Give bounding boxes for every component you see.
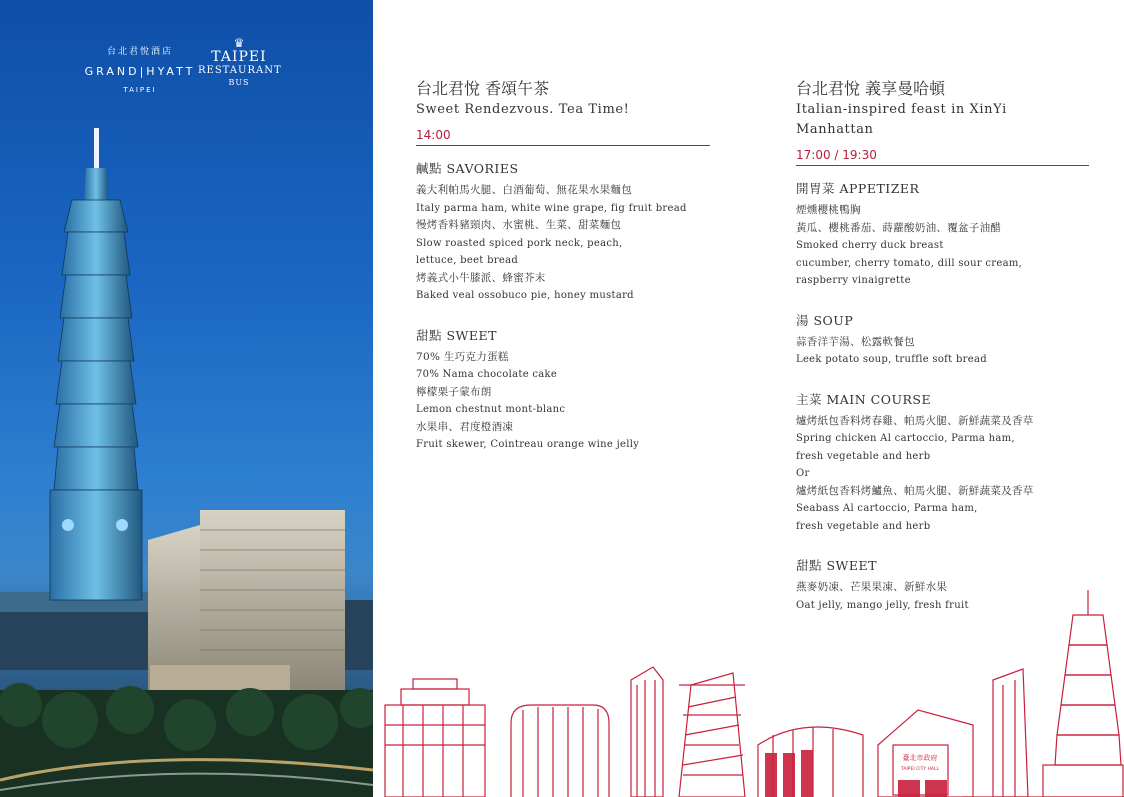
menu-line: Italy parma ham, white wine grape, fig fruit bread xyxy=(416,202,687,214)
menu-line: lettuce, beet bread xyxy=(416,255,519,266)
city-hall-sign-cn: 臺北市政府 xyxy=(902,754,938,762)
section-heading: 主菜 MAIN COURSE xyxy=(796,391,932,407)
hotel-city: TAIPEI xyxy=(123,86,157,94)
menu-line: Lemon chestnut mont-blanc xyxy=(416,404,566,415)
menu-line: raspberry vinaigrette xyxy=(796,275,911,286)
menu-title-cn: 台北君悅 義享曼哈頓 xyxy=(796,79,946,98)
menu-title-en: Sweet Rendezvous. Tea Time! xyxy=(416,102,630,117)
chef-hat-icon: ♛ xyxy=(233,36,245,50)
section-heading: 開胃菜 APPETIZER xyxy=(796,181,920,196)
hotel-night-photo xyxy=(0,0,373,797)
menu-line: Spring chicken Al cartoccio, Parma ham, xyxy=(796,433,1015,444)
menu-line: 爐烤紙包香料烤鱸魚、帕馬火腿、新鮮蔬菜及香草 xyxy=(796,484,1034,497)
menu-line: 義大利帕馬火腿、白酒葡萄、無花果水果麵包 xyxy=(416,184,632,196)
menu-section-appetizer xyxy=(796,180,1089,290)
section-heading: 湯 SOUP xyxy=(796,312,854,328)
menu-line: fresh vegetable and herb xyxy=(796,520,931,532)
section-heading: 鹹點 SAVORIES xyxy=(416,161,519,176)
menu-time: 14:00 xyxy=(416,126,710,146)
menu-line: Fruit skewer, Cointreau orange wine jelly xyxy=(416,439,640,450)
menu-line: 爐烤紙包香料烤春雞、帕馬火腿、新鮮蔬菜及香草 xyxy=(796,414,1034,427)
section-heading: 甜點 SWEET xyxy=(416,327,497,343)
bus-logo-line2: RESTAURANT xyxy=(198,65,282,76)
tea-time-menu xyxy=(416,78,710,454)
menu-line: 烤義式小牛膝派、蜂蜜芥末 xyxy=(416,271,546,284)
menu-line: Oat jelly, mango jelly, fresh fruit xyxy=(796,599,969,611)
menu-line: Slow roasted spiced pork neck, peach, xyxy=(416,237,623,249)
taipei-101-illustration xyxy=(0,0,373,797)
menu-section-soup xyxy=(796,312,1089,369)
menu-time: 17:00 / 19:30 xyxy=(796,146,1089,166)
menu-line: 煙燻櫻桃鴨胸 xyxy=(796,204,861,216)
menu-line: 黃瓜、櫻桃番茄、蒔蘿酸奶油、覆盆子油醋 xyxy=(796,221,1002,234)
menu-line: fresh vegetable and herb xyxy=(796,450,931,462)
menu-line: Seabass Al cartoccio, Parma ham, xyxy=(796,503,978,514)
menu-title-cn: 台北君悅 香頌午茶 xyxy=(416,79,550,98)
hotel-name-cn: 台北君悅酒店 xyxy=(106,47,173,57)
menu-section-main-course xyxy=(796,391,1089,536)
menu-title-en: Italian-inspired feast in XinYi Manhattan xyxy=(796,102,1007,137)
menu-section-savories xyxy=(416,160,710,305)
menu-line: Or xyxy=(796,468,810,479)
dinner-menu xyxy=(796,78,1089,614)
menu-line: 70% Nama chocolate cake xyxy=(416,369,558,380)
taipei-restaurant-bus-logo xyxy=(198,36,280,88)
menu-section-sweet xyxy=(416,327,710,454)
section-heading: 甜點 SWEET xyxy=(796,558,877,573)
menu-line: Baked veal ossobuco pie, honey mustard xyxy=(416,290,634,301)
menu-line: 燕麥奶凍、芒果果凍、新鮮水果 xyxy=(796,581,948,593)
city-hall-sign-en: TAIPEI CITY HALL xyxy=(901,767,939,772)
bus-logo-line1: TAIPEI xyxy=(211,49,267,65)
hotel-brand: GRAND|HYATT xyxy=(84,65,196,78)
menu-line: cucumber, cherry tomato, dill sour cream, xyxy=(796,257,1023,269)
menu-line: 檸檬栗子蒙布朗 xyxy=(416,385,492,398)
taipei-skyline-illustration xyxy=(373,585,1124,797)
menu-line: 水果串、君度橙酒凍 xyxy=(416,420,514,433)
menu-line: 蒜香洋芋湯、松露軟餐包 xyxy=(796,335,915,348)
menu-line: Smoked cherry duck breast xyxy=(796,240,944,251)
menu-line: 70% 生巧克力蛋糕 xyxy=(416,350,509,363)
bus-logo-line3: BUS xyxy=(228,78,250,87)
menu-line: Leek potato soup, truffle soft bread xyxy=(796,354,987,365)
grand-hyatt-logo xyxy=(84,44,196,94)
menu-line: 慢烤香料豬頸肉、水蜜桃、生菜、甜菜麵包 xyxy=(416,219,622,231)
